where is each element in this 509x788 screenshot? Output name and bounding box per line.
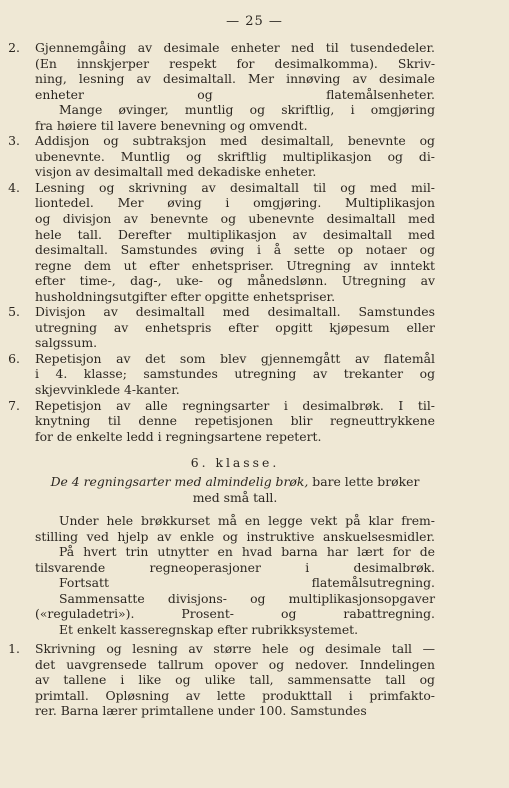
text-line: ubenevnte. Muntlig og skriftlig multiplikasjon og di-	[35, 148, 435, 164]
subheading-italic: De 4 regningsarter med almindelig brøk,	[50, 474, 309, 489]
page-number: — 25 —	[226, 14, 283, 29]
list-item-1	[8, 641, 435, 719]
list-item-3	[8, 133, 435, 180]
text-line: husholdningsutgifter efter opgitte enhetspriser.	[35, 288, 336, 304]
text-line: (En innskjerper respekt for desimalkomma). Skriv-	[35, 55, 435, 71]
text-line: knytning til denne repetisjonen blir regneuttrykkene	[35, 413, 435, 429]
text-line: visjon av desimaltall med dekadiske enheter.	[35, 164, 317, 180]
list-item-7	[8, 397, 435, 445]
list-item-2	[8, 40, 435, 133]
text-line: På hvert trin utnytter en hvad barna har lært for de	[59, 544, 435, 560]
text-line: Mange øvinger, muntlig og skriftlig, i omgjøring	[59, 102, 435, 118]
text-line: i 4. klasse; samstundes utregning av trekanter og	[35, 366, 435, 382]
list-item-5	[8, 304, 435, 351]
text-line: hele tall. Derefter multiplikasjon av desimaltall med	[35, 226, 435, 242]
list-lower	[8, 641, 435, 719]
text-line: for de enkelte ledd i regningsartene repetert.	[35, 428, 322, 444]
text-line: Gjennemgåing av desimale enheter ned til tusendedeler.	[35, 40, 435, 55]
item-number: 3.	[8, 133, 20, 149]
text-line: salgssum.	[35, 335, 98, 351]
subheading-line2: med små tall.	[192, 489, 278, 505]
intro-paragraph	[35, 513, 435, 637]
item-number: 7.	[8, 397, 20, 413]
text-line: skjevvinklede 4-kanter.	[35, 382, 180, 398]
text-line: fra høiere til lavere benevning og omvendt.	[35, 117, 308, 133]
text-line: Divisjon av desimaltall med desimaltall. Samstundes	[35, 304, 435, 320]
item-number: 6.	[8, 350, 20, 366]
text-line: Under hele brøkkurset må en legge vekt på klar frem-	[59, 513, 435, 528]
text-line: Fortsatt flatemålsutregning.	[59, 575, 435, 591]
text-line: ning, lesning av desimaltall. Mer innøving av desimale	[35, 71, 435, 87]
text-line: av tallene i like og ulike tall, sammensatte tall og	[35, 672, 435, 688]
text-line: enheter og flatemålsenheter.	[35, 86, 435, 102]
text-line: efter time-, dag-, uke- og månedslønn. Utregning av	[35, 273, 435, 289]
text-line: stilling ved hjelp av enkle og instruktive anskuelsesmidler.	[35, 528, 435, 544]
text-line: regne dem ut efter enhetspriser. Utregning av inntekt	[35, 257, 435, 273]
text-line: primtall. Opløsning av lette produkttall i primfakto-	[35, 687, 435, 703]
text-line: utregning av enhetspris efter opgitt kjøpesum eller	[35, 319, 435, 335]
list-upper	[8, 40, 435, 444]
text-line: rer. Barna lærer primtallene under 100. Samstundes	[35, 703, 367, 719]
subheading-rest: bare lette brøker	[308, 474, 420, 489]
text-line: Addisjon og subtraksjon med desimaltall, benevnte og	[35, 133, 435, 149]
text-line: («reguladetri»). Prosent- og rabattregning.	[35, 606, 435, 622]
text-line: tilsvarende regneoperasjoner i desimalbrøk.	[35, 559, 435, 575]
text-line: desimaltall. Samstundes øving i å sette op notaer og	[35, 242, 435, 258]
item-number: 4.	[8, 179, 20, 195]
text-line: Et enkelt kasseregnskap efter rubrikksystemet.	[59, 621, 359, 637]
text-line: Sammensatte divisjons- og multiplikasjonsopgaver	[59, 590, 435, 606]
item-number: 1.	[8, 641, 20, 656]
text-line: og divisjon av benevnte og ubenevnte desimaltall med	[35, 211, 435, 227]
text-line: det uavgrensede tallrum opover og nedover. Inndelingen	[35, 656, 435, 672]
item-number: 2.	[8, 40, 20, 55]
text-line: Skrivning og lesning av større hele og desimale tall —	[35, 641, 435, 656]
list-item-6	[8, 350, 435, 398]
section-heading: 6. klasse.	[190, 455, 280, 470]
text-line: Repetisjon av alle regningsarter i desimalbrøk. I til-	[35, 397, 435, 413]
section-subheading	[35, 474, 435, 505]
item-number: 5.	[8, 304, 20, 320]
text-line: liontedel. Mer øving i omgjøring. Multiplikasjon	[35, 195, 435, 211]
list-item-4	[8, 179, 435, 304]
text-line: Repetisjon av det som blev gjennemgått av flatemål	[35, 350, 435, 366]
text-line: Lesning og skrivning av desimaltall til og med mil-	[35, 179, 435, 195]
